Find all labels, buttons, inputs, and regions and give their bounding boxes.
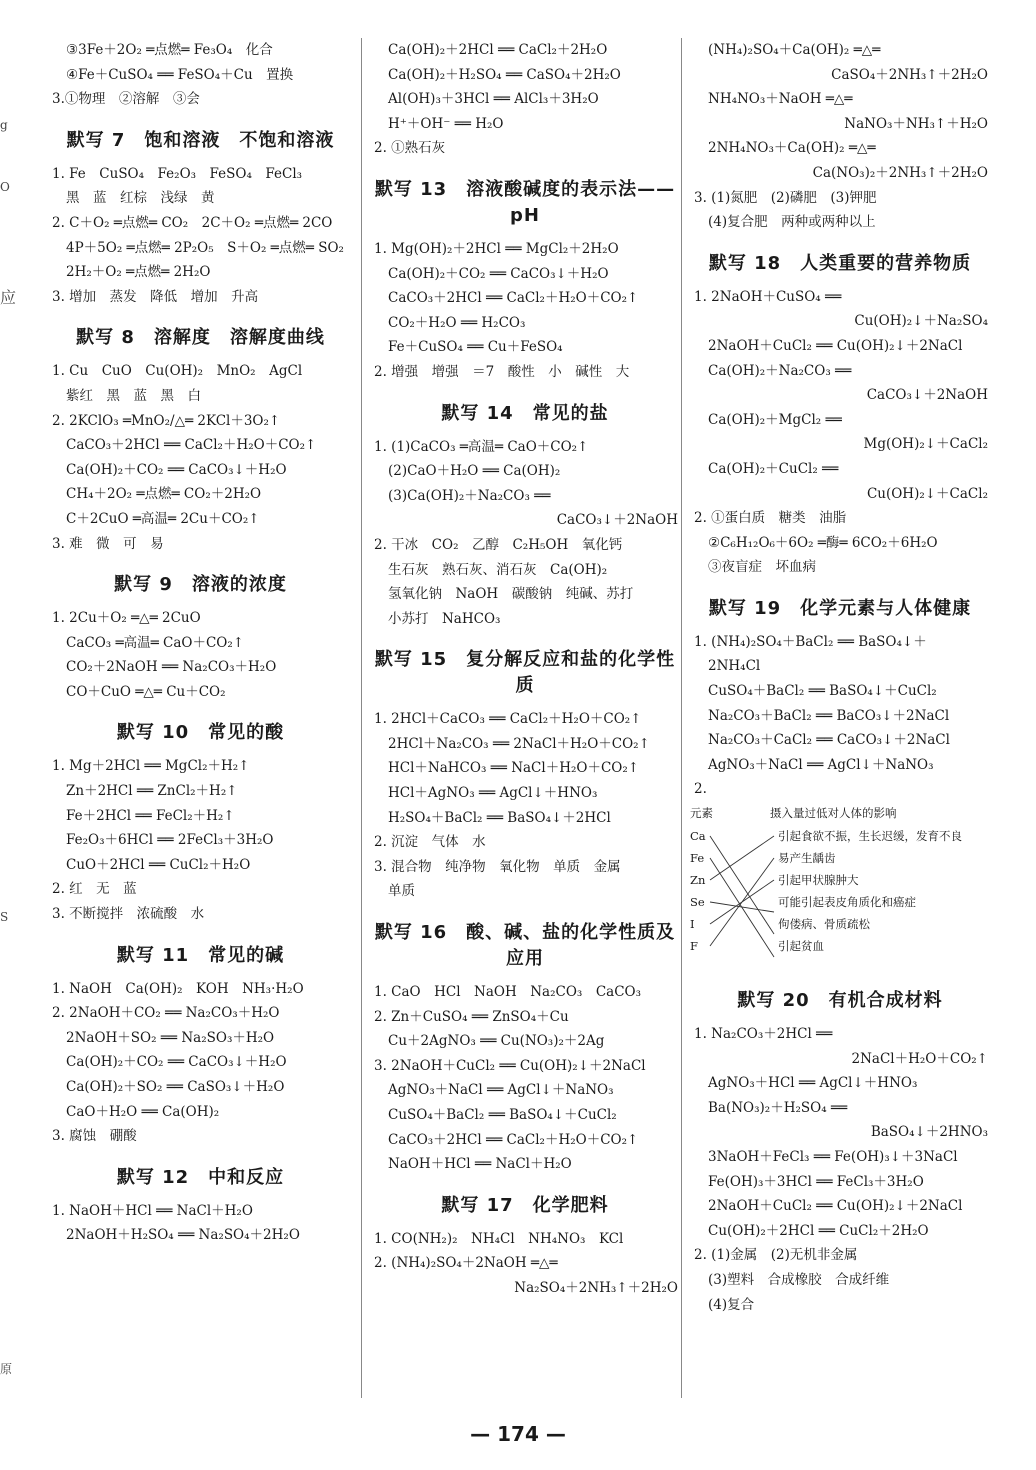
answer-line: 1. (NH₄)₂SO₄＋BaCl₂ ══ BaSO₄↓＋ <box>694 633 927 650</box>
element-label: F <box>690 939 698 954</box>
answer-line: 2. ①熟石灰 <box>374 140 446 157</box>
column-1 <box>48 38 353 1248</box>
answer-line: 2. ①蛋白质 糖类 油脂 <box>694 510 847 527</box>
answer-line: NaNO₃＋NH₃↑＋H₂O <box>844 115 988 132</box>
answer-line: Cu＋2AgNO₃ ══ Cu(NO₃)₂＋2Ag <box>388 1033 605 1050</box>
answer-line: CO₂＋H₂O ══ H₂CO₃ <box>388 314 526 331</box>
section-title: 默写 18 人类重要的营养物质 <box>708 252 972 274</box>
answer-line: BaSO₄↓＋2HNO₃ <box>870 1124 988 1141</box>
element-label: I <box>690 917 695 932</box>
section-title: 默写 12 中和反应 <box>116 1166 285 1188</box>
element-label: Fe <box>690 851 705 866</box>
answer-line: Na₂SO₄＋2NH₃↑＋2H₂O <box>514 1279 678 1296</box>
answer-line: 1. CO(NH₂)₂ NH₄Cl NH₄NO₃ KCl <box>374 1230 624 1247</box>
answer-line: 2. 沉淀 气体 水 <box>374 834 486 851</box>
page-number: — 174 — <box>470 1422 566 1446</box>
answer-line: CaO＋H₂O ══ Ca(OH)₂ <box>66 1103 220 1120</box>
answer-line: CaSO₄＋2NH₃↑＋2H₂O <box>831 66 988 83</box>
answer-line: HCl＋AgNO₃ ══ AgCl↓＋HNO₃ <box>388 785 598 802</box>
answer-line: Ca(OH)₂＋MgCl₂ ══ <box>708 411 842 428</box>
section-title: 默写 13 溶液酸碱度的表示法—— pH <box>374 178 676 226</box>
section-title: 默写 19 化学元素与人体健康 <box>708 597 972 619</box>
answer-line: 2NH₄Cl <box>708 658 761 675</box>
answer-line: ③夜盲症 坏血病 <box>708 559 816 576</box>
answer-line: Cu(OH)₂＋2HCl ══ CuCl₂＋2H₂O <box>708 1222 929 1239</box>
section-title: 默写 8 溶解度 溶解度曲线 <box>76 327 325 349</box>
answer-line: CaCO₃＋2HCl ══ CaCl₂＋H₂O＋CO₂↑ <box>388 1131 639 1148</box>
margin-mark: 原 <box>0 1362 13 1376</box>
effect-label: 易产生龋齿 <box>778 851 836 866</box>
answer-line: 3. 难 微 可 易 <box>52 535 164 552</box>
answer-line: 1. 2NaOH＋CuSO₄ ══ <box>694 288 842 305</box>
effect-label: 引起甲状腺肿大 <box>778 873 859 888</box>
answer-line: Fe＋CuSO₄ ══ Cu＋FeSO₄ <box>388 339 563 356</box>
answer-line: AgNO₃＋HCl ══ AgCl↓＋HNO₃ <box>708 1075 918 1092</box>
answer-line: 单质 <box>388 883 415 900</box>
element-matching-diagram <box>690 802 990 972</box>
answer-line: 1. Na₂CO₃＋2HCl ══ <box>694 1026 833 1043</box>
answer-line: 2. 2KClO₃ ═MnO₂/△═ 2KCl＋3O₂↑ <box>52 412 281 429</box>
answer-line: 2. 2NaOH＋CO₂ ══ Na₂CO₃＋H₂O <box>52 1005 280 1022</box>
answer-line: Zn＋2HCl ══ ZnCl₂＋H₂↑ <box>66 783 238 800</box>
diagram-header-effect: 摄入量过低对人体的影响 <box>770 806 897 821</box>
answer-line: 1. (1)CaCO₃ ═高温═ CaO＋CO₂↑ <box>374 438 589 455</box>
element-label: Ca <box>690 829 706 844</box>
answer-line: 1. CaO HCl NaOH Na₂CO₃ CaCO₃ <box>374 984 642 1001</box>
answer-line: 黑 蓝 红棕 浅绿 黄 <box>66 190 215 207</box>
answer-line: NH₄NO₃＋NaOH ═△═ <box>708 91 853 108</box>
answer-line: CuO＋2HCl ══ CuCl₂＋H₂O <box>66 856 251 873</box>
answer-line: CaCO₃ ═高温═ CaO＋CO₂↑ <box>66 634 245 651</box>
diagram-header-element: 元素 <box>690 806 713 821</box>
answer-line: ②C₆H₁₂O₆＋6O₂ ═酶═ 6CO₂＋6H₂O <box>708 534 938 551</box>
column-2 <box>370 38 680 1301</box>
section-title: 默写 14 常见的盐 <box>441 402 609 424</box>
answer-line: Ca(OH)₂＋CO₂ ══ CaCO₃↓＋H₂O <box>66 461 287 478</box>
answer-line: 2. 增强 增强 ＝7 酸性 小 碱性 大 <box>374 363 630 380</box>
answer-line: 3. (1)氮肥 (2)磷肥 (3)钾肥 <box>694 189 877 206</box>
answer-line: CaCO₃＋2HCl ══ CaCl₂＋H₂O＋CO₂↑ <box>388 290 639 307</box>
answer-line: 1. Mg＋2HCl ══ MgCl₂＋H₂↑ <box>52 758 250 775</box>
effect-label: 可能引起表皮角质化和癌症 <box>778 895 916 910</box>
answer-line: 1. NaOH Ca(OH)₂ KOH NH₃·H₂O <box>52 980 304 997</box>
answer-line: Ba(NO₃)₂＋H₂SO₄ ══ <box>708 1099 848 1116</box>
answer-line: Ca(OH)₂＋SO₂ ══ CaSO₃↓＋H₂O <box>66 1079 285 1095</box>
answer-line: C＋2CuO ═高温═ 2Cu＋CO₂↑ <box>66 510 260 527</box>
answer-line: ③3Fe＋2O₂ ═点燃═ Fe₃O₄ 化合 <box>66 42 273 58</box>
answer-line: 3. 腐蚀 硼酸 <box>52 1128 137 1145</box>
answer-line: 2NaOH＋H₂SO₄ ══ Na₂SO₄＋2H₂O <box>66 1227 300 1244</box>
section-title: 默写 7 饱和溶液 不饱和溶液 <box>66 129 335 151</box>
answer-line: NaOH＋HCl ══ NaCl＋H₂O <box>388 1156 572 1173</box>
column-3 <box>690 38 990 1317</box>
answer-line: CO＋CuO ═△═ Cu＋CO₂ <box>66 683 226 700</box>
answer-line: HCl＋NaHCO₃ ══ NaCl＋H₂O＋CO₂↑ <box>388 760 640 777</box>
effect-label: 引起贫血 <box>778 939 824 954</box>
section-title: 默写 10 常见的酸 <box>116 722 285 744</box>
answer-line: 1. Mg(OH)₂＋2HCl ══ MgCl₂＋2H₂O <box>374 240 619 257</box>
answer-line: 2HCl＋Na₂CO₃ ══ 2NaCl＋H₂O＋CO₂↑ <box>388 735 650 752</box>
answer-line: 1. 2Cu＋O₂ ═△═ 2CuO <box>52 610 201 627</box>
element-label: Zn <box>690 873 706 888</box>
answer-line: 2NaOH＋SO₂ ══ Na₂SO₃＋H₂O <box>66 1029 275 1046</box>
answer-line: 2. Zn＋CuSO₄ ══ ZnSO₄＋Cu <box>374 1008 569 1025</box>
answer-line: 2H₂＋O₂ ═点燃═ 2H₂O <box>66 264 211 281</box>
answer-line: Ca(OH)₂＋CuCl₂ ══ <box>708 460 839 477</box>
answer-line: CaCO₃↓＋2NaOH <box>866 387 988 404</box>
answer-line: 2NaCl＋H₂O＋CO₂↑ <box>851 1050 988 1067</box>
answer-line: 2. (1)金属 (2)无机非金属 <box>694 1247 858 1264</box>
answer-line: Ca(NO₃)₂＋2NH₃↑＋2H₂O <box>812 164 988 181</box>
answer-line: Ca(OH)₂＋H₂SO₄ ══ CaSO₄＋2H₂O <box>388 66 621 83</box>
answer-line: 2NaOH＋CuCl₂ ══ Cu(OH)₂↓＋2NaCl <box>708 1198 963 1215</box>
answer-line: (4)复合肥 两种或两种以上 <box>708 214 876 231</box>
answer-line: 3NaOH＋FeCl₃ ══ Fe(OH)₃↓＋3NaCl <box>708 1149 958 1165</box>
answer-line: Fe₂O₃＋6HCl ══ 2FeCl₃＋3H₂O <box>66 832 274 849</box>
answer-line: 1. 2HCl＋CaCO₃ ══ CaCl₂＋H₂O＋CO₂↑ <box>374 711 642 728</box>
answer-line: 3. 混合物 纯净物 氧化物 单质 金属 <box>374 858 621 875</box>
answer-line: AgNO₃＋NaCl ══ AgCl↓＋NaNO₃ <box>708 756 934 773</box>
answer-line: 2. 干冰 CO₂ 乙醇 C₂H₅OH 氧化钙 <box>374 536 623 553</box>
answer-line: 3. 增加 蒸发 降低 增加 升高 <box>52 288 259 305</box>
element-label: Se <box>690 895 705 910</box>
margin-mark: S <box>0 910 9 924</box>
answer-line: 2. (NH₄)₂SO₄＋2NaOH ═△═ <box>374 1255 558 1272</box>
answer-line: CH₄＋2O₂ ═点燃═ CO₂＋2H₂O <box>66 486 262 503</box>
answer-line: 1. Fe CuSO₄ Fe₂O₃ FeSO₄ FeCl₃ <box>52 165 303 182</box>
section-title: 默写 16 酸、碱、盐的化学性质及应用 <box>374 922 676 970</box>
answer-line: 2NaOH＋CuCl₂ ══ Cu(OH)₂↓＋2NaCl <box>708 337 963 354</box>
margin-mark: O <box>0 180 10 194</box>
effect-label: 佝偻病、骨质疏松 <box>778 917 870 932</box>
answer-line: Na₂CO₃＋CaCl₂ ══ CaCO₃↓＋2NaCl <box>708 732 950 749</box>
answer-line: 2. C＋O₂ ═点燃═ CO₂ 2C＋O₂ ═点燃═ 2CO <box>52 214 333 231</box>
answer-line: CuSO₄＋BaCl₂ ══ BaSO₄↓＋CuCl₂ <box>708 683 937 700</box>
answer-line: ④Fe＋CuSO₄ ══ FeSO₄＋Cu 置换 <box>66 66 294 83</box>
answer-line: 3.①物理 ②溶解 ③会 <box>52 91 200 108</box>
answer-line: CaCO₃＋2HCl ══ CaCl₂＋H₂O＋CO₂↑ <box>66 437 317 454</box>
answer-line: (4)复合 <box>708 1296 755 1313</box>
section-title: 默写 15 复分解反应和盐的化学性质 <box>374 649 676 697</box>
margin-mark: g <box>0 118 8 132</box>
answer-line: Ca(OH)₂＋Na₂CO₃ ══ <box>708 362 852 379</box>
effect-label: 引起食欲不振，生长迟缓，发育不良 <box>778 829 962 844</box>
section-title: 默写 17 化学肥料 <box>441 1194 609 1216</box>
answer-line: 2NH₄NO₃＋Ca(OH)₂ ═△═ <box>708 140 876 157</box>
section-title: 默写 11 常见的碱 <box>116 944 285 966</box>
answer-line: Ca(OH)₂＋CO₂ ══ CaCO₃↓＋H₂O <box>388 265 609 282</box>
section-title: 默写 20 有机合成材料 <box>737 990 943 1012</box>
answer-line: 4P＋5O₂ ═点燃═ 2P₂O₅ S＋O₂ ═点燃═ SO₂ <box>66 239 344 256</box>
answer-line: 3. 2NaOH＋CuCl₂ ══ Cu(OH)₂↓＋2NaCl <box>374 1057 646 1074</box>
answer-line: AgNO₃＋NaCl ══ AgCl↓＋NaNO₃ <box>388 1082 614 1099</box>
answer-line: Ca(OH)₂＋CO₂ ══ CaCO₃↓＋H₂O <box>66 1054 287 1071</box>
answer-line: 1. NaOH＋HCl ══ NaCl＋H₂O <box>52 1202 253 1219</box>
margin-mark: 应 <box>0 288 17 307</box>
answer-line: Cu(OH)₂↓＋CaCl₂ <box>866 485 988 502</box>
answer-line: 2. <box>694 781 707 798</box>
answer-line: 2. 红 无 蓝 <box>52 881 137 898</box>
answer-line: CuSO₄＋BaCl₂ ══ BaSO₄↓＋CuCl₂ <box>388 1107 617 1123</box>
answer-line: 3. 不断搅拌 浓硫酸 水 <box>52 906 205 923</box>
answer-line: 生石灰 熟石灰、消石灰 Ca(OH)₂ <box>388 561 608 578</box>
answer-line: (3)塑料 合成橡胶 合成纤维 <box>708 1271 890 1288</box>
answer-line: 小苏打 NaHCO₃ <box>388 610 501 627</box>
answer-line: 1. Cu CuO Cu(OH)₂ MnO₂ AgCl <box>52 363 303 380</box>
answer-line: 氢氧化钠 NaOH 碳酸钠 纯碱、苏打 <box>388 586 634 603</box>
answer-line: CO₂＋2NaOH ══ Na₂CO₃＋H₂O <box>66 659 277 676</box>
answer-line: (NH₄)₂SO₄＋Ca(OH)₂ ═△═ <box>708 42 881 58</box>
answer-line: Mg(OH)₂↓＋CaCl₂ <box>863 436 988 453</box>
answer-line: Na₂CO₃＋BaCl₂ ══ BaCO₃↓＋2NaCl <box>708 707 950 724</box>
answer-line: Cu(OH)₂↓＋Na₂SO₄ <box>854 313 988 330</box>
answer-line: Ca(OH)₂＋2HCl ══ CaCl₂＋2H₂O <box>388 42 608 58</box>
answer-line: (3)Ca(OH)₂＋Na₂CO₃ ══ <box>388 487 551 504</box>
answer-line: 紫红 黑 蓝 黑 白 <box>66 387 201 404</box>
column-divider <box>681 38 682 1398</box>
answer-line: (2)CaO＋H₂O ══ Ca(OH)₂ <box>388 463 561 480</box>
column-divider <box>361 38 362 1398</box>
answer-line: Al(OH)₃＋3HCl ══ AlCl₃＋3H₂O <box>388 91 599 108</box>
answer-line: H⁺＋OH⁻ ══ H₂O <box>388 115 504 132</box>
answer-line: Fe(OH)₃＋3HCl ══ FeCl₃＋3H₂O <box>708 1173 924 1190</box>
section-title: 默写 9 溶液的浓度 <box>114 574 287 596</box>
answer-line: Fe＋2HCl ══ FeCl₂＋H₂↑ <box>66 807 235 824</box>
answer-line: CaCO₃↓＋2NaOH <box>556 512 678 529</box>
answer-line: H₂SO₄＋BaCl₂ ══ BaSO₄↓＋2HCl <box>388 809 611 826</box>
